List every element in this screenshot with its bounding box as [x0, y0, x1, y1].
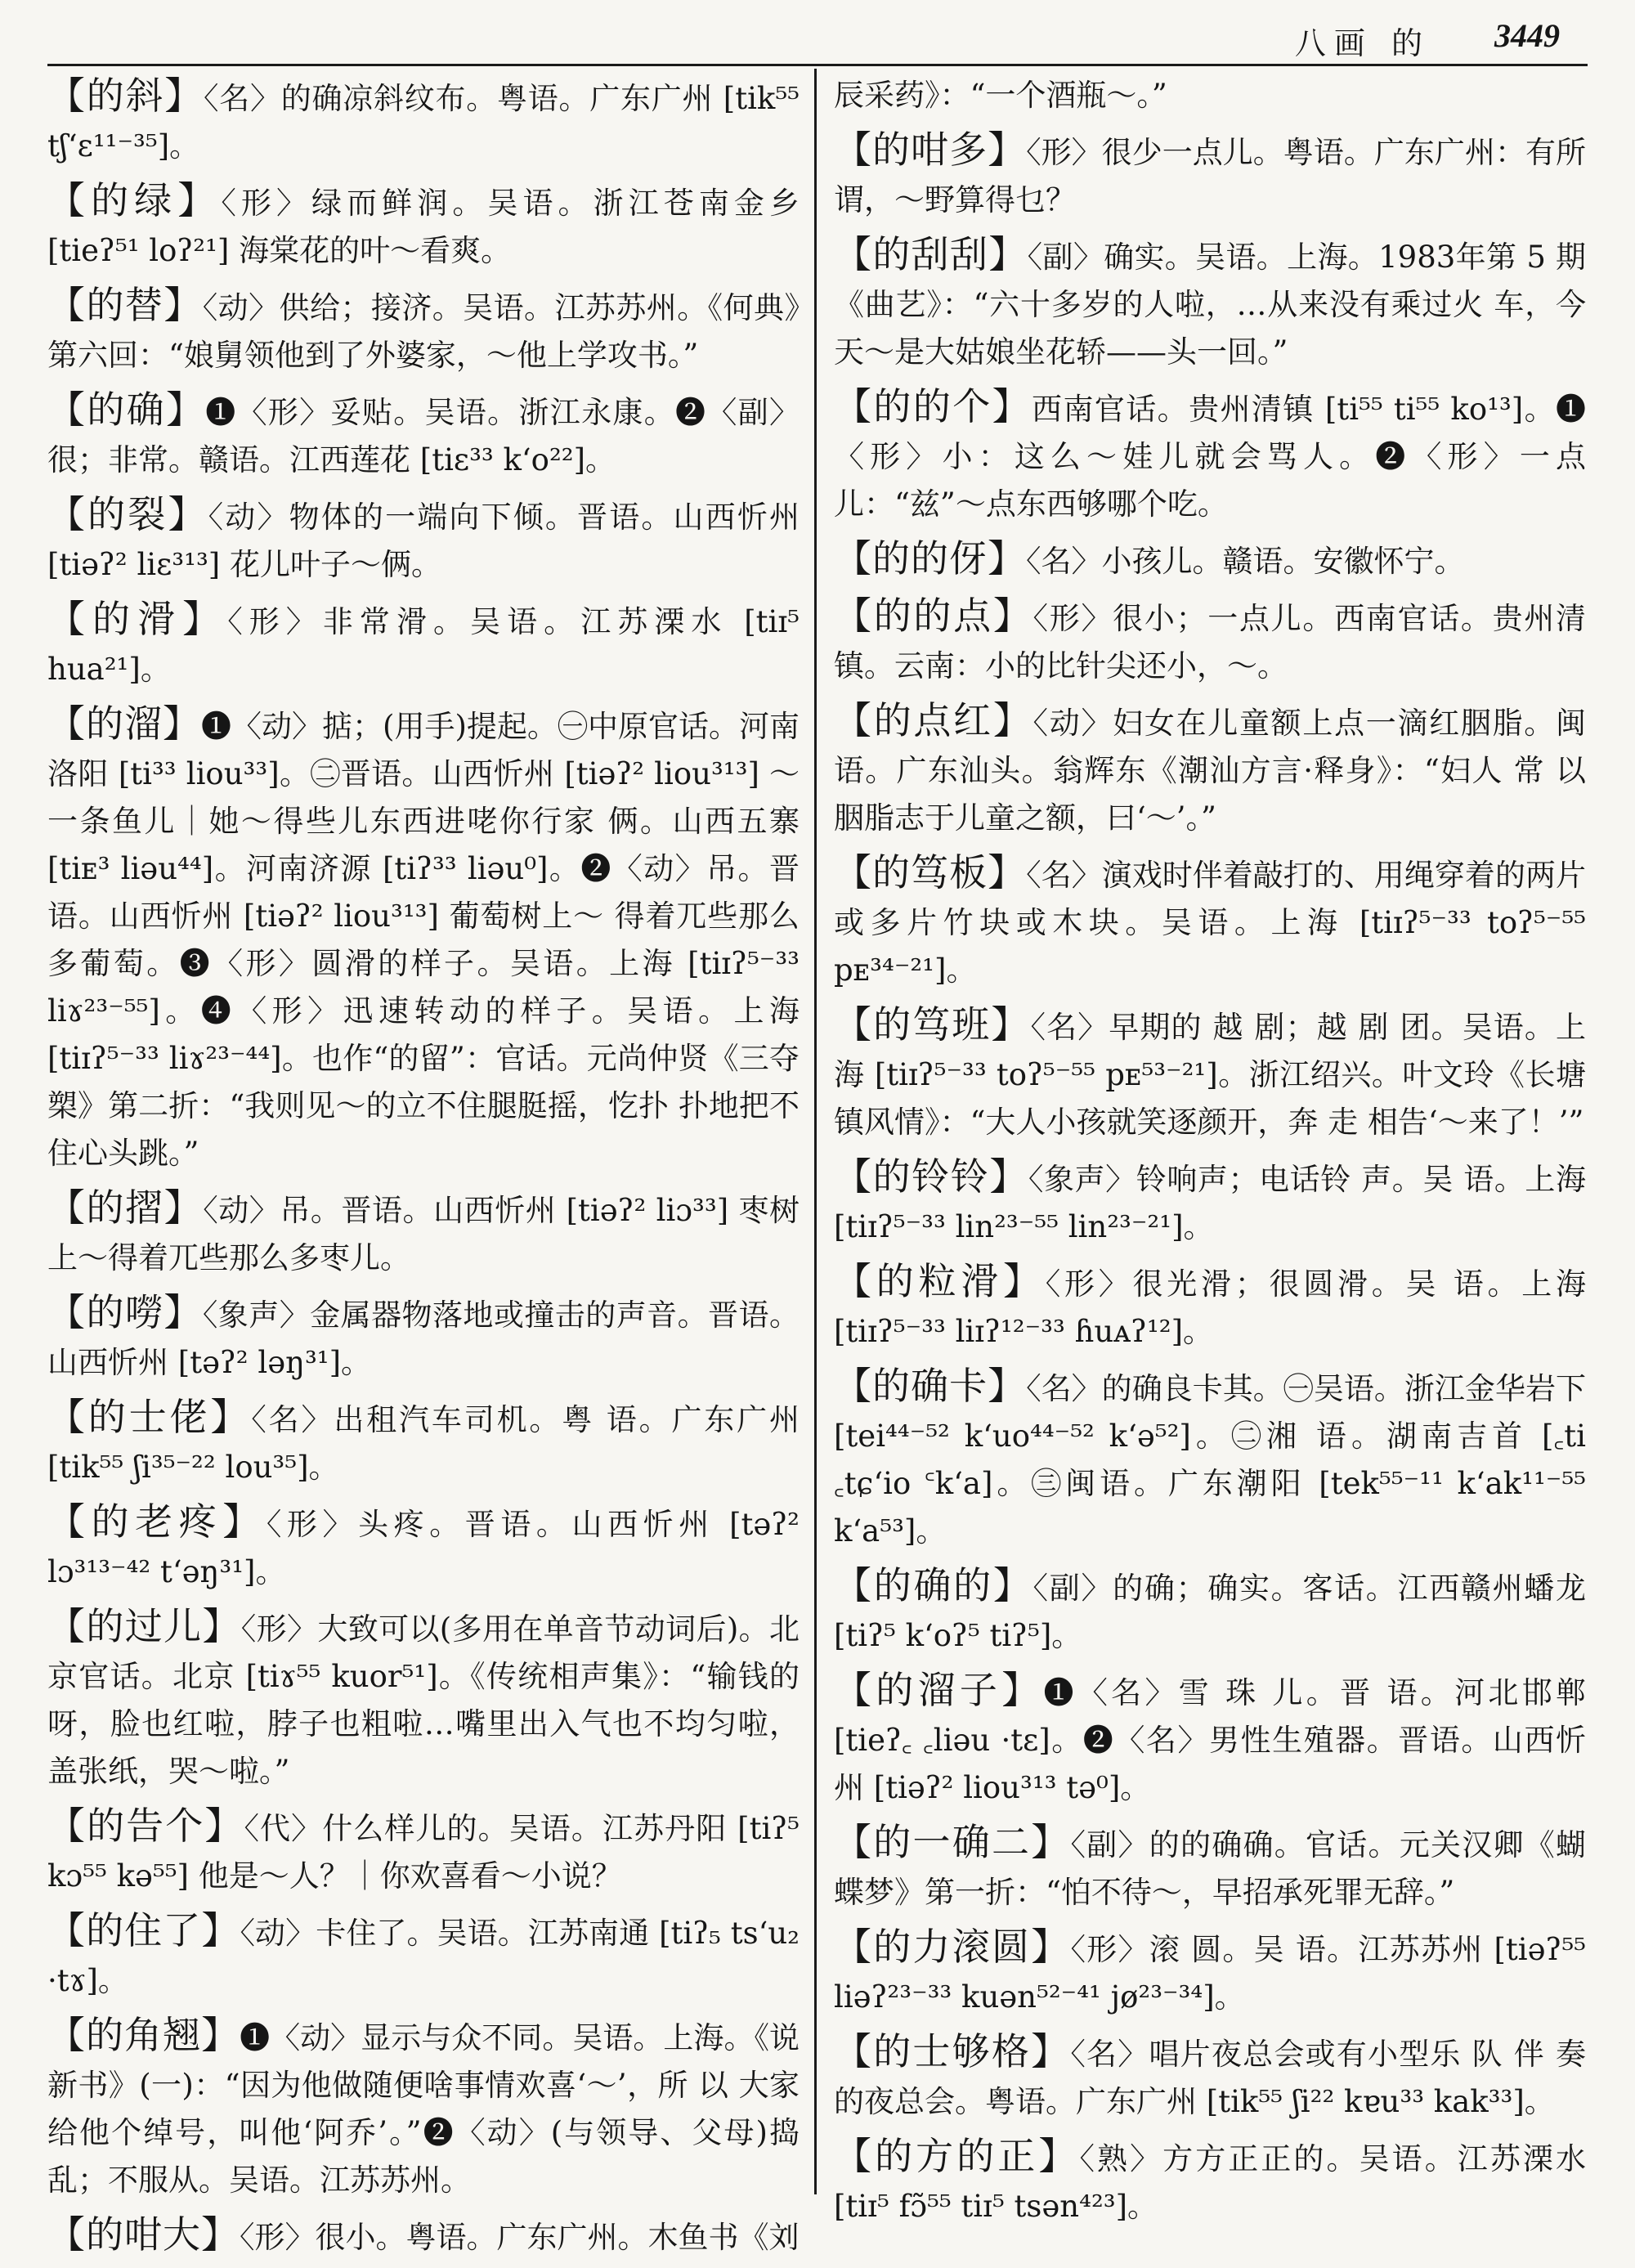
entry-definition: 〈名〉的确良卡其。㊀吴语。浙江金华岩下 [tei⁴⁴⁻⁵² k‘uo⁴⁴⁻⁵² k‘ə⁵²]。㊁湘 语。湖南吉首 [꜀ti ꜀tɕ‘io ꜂k‘a]。㊂闽语。广东潮阳 [tek⁵⁵⁻¹¹ k‘ak¹¹⁻⁵⁵ k‘a⁵³]。 — [834, 1371, 1586, 1549]
entry-definition: 〈名〉的确凉斜纹布。粤语。广东广州 [tik⁵⁵ tʃ‘ɛ¹¹⁻³⁵]。 — [47, 81, 800, 164]
dictionary-entry — [47, 281, 800, 379]
entry-definition: 〈名〉唱片夜总会或有小型乐 队 伴 奏的夜总会。粤语。广东广州 [tik⁵⁵ ʃi²² kɐu³³ kak³³]。 — [834, 2037, 1586, 2119]
entry-definition: 〈形〉很少一点儿。粤语。广东广州：有所谓，～野算得乜？ — [834, 135, 1586, 217]
entry-definition: 〈形〉很小。粤语。广东广州。木鱼书《刘 — [240, 2220, 800, 2255]
dictionary-entry — [47, 595, 800, 693]
entry-headword: 【的绿】 — [47, 178, 222, 222]
dictionary-entry — [834, 592, 1586, 690]
section-title: 八画 的 — [1294, 25, 1431, 61]
entry-headword: 【的确卡】 — [834, 1364, 1027, 1408]
entry-headword: 【的溜子】 — [834, 1668, 1044, 1712]
entry-headword: 【的摺】 — [47, 1186, 204, 1230]
dictionary-entry — [834, 72, 1586, 119]
dictionary-entry — [834, 1362, 1586, 1555]
entry-definition: 〈象声〉铃响声；电话铃 声。吴 语。上海 [tiɪʔ⁵⁻³³ lin²³⁻⁵⁵ lin²³⁻²¹]。 — [834, 1162, 1587, 1244]
entry-definition: 〈动〉卡住了。吴语。江苏南通 [tiʔ₅ ts‘u₂ ·tɤ]。 — [47, 1916, 800, 1998]
entry-headword: 【的刮刮】 — [834, 232, 1028, 276]
entry-headword: 【的嘮】 — [47, 1290, 203, 1334]
dictionary-entry — [834, 126, 1586, 224]
entry-definition: 辰采药》：“一个酒瓶～。” — [834, 78, 1167, 113]
entry-headword: 【的的个】 — [834, 384, 1033, 428]
entry-definition: ❶〈名〉雪 珠 儿。晋 语。河北邯郸 [tieʔ꜀ ꜀liəu ·tɛ]。❷〈名〉男性生殖器。晋语。山西忻州 [tiəʔ² liou³¹³ tə⁰]。 — [834, 1675, 1586, 1805]
dictionary-entry — [834, 697, 1586, 842]
entry-definition: 〈动〉吊。晋语。山西忻州 [tiəʔ² liɔ³³] 枣树上～得着兀些那么多枣儿。 — [47, 1193, 800, 1275]
dictionary-entry — [834, 1818, 1586, 1916]
dictionary-entry — [834, 535, 1586, 585]
entry-headword: 【的点红】 — [834, 698, 1033, 742]
dictionary-entry — [834, 1666, 1586, 1812]
entry-definition: 〈形〉很光滑；很圆滑。吴 语。上海 [tiɪʔ⁵⁻³³ liɪʔ¹²⁻³³ ɦuᴀʔ¹²]。 — [834, 1266, 1586, 1349]
dictionary-entry — [47, 491, 800, 589]
entry-headword: 【的方的正】 — [834, 2134, 1080, 2178]
entry-definition: 〈动〉妇女在儿童额上点一滴红胭脂。闽语。广东汕头。翁辉东《潮汕方言·释身》：“妇人 常 以胭脂志于儿童之额，曰‘～’。” — [834, 706, 1587, 836]
entry-definition: ❶〈形〉妥贴。吴语。浙江永康。❷〈副〉很；非常。赣语。江西莲花 [tiɛ³³ k‘o²²]。 — [47, 395, 800, 477]
entry-headword: 【的确】 — [47, 388, 206, 432]
entry-headword: 【的老疼】 — [47, 1499, 267, 1544]
entry-definition: 〈名〉演戏时伴着敲打的、用绳穿着的两片或多片竹块或木块。吴语。上海 [tiɪʔ⁵⁻³³ toʔ⁵⁻⁵⁵ pᴇ³⁴⁻²¹]。 — [834, 858, 1586, 988]
entry-headword: 【的铃铃】 — [834, 1154, 1028, 1199]
dictionary-entry — [834, 1562, 1586, 1660]
dictionary-entry — [47, 72, 800, 170]
entry-definition: 西南官话。贵州清镇 [ti⁵⁵ ti⁵⁵ ko¹³]。❶〈形〉小：这么～娃儿就会骂人。❷〈形〉一点儿：“兹”～点东西够哪个吃。 — [834, 392, 1587, 522]
dictionary-entry — [834, 849, 1586, 994]
entry-definition: 〈动〉物体的一端向下倾。晋语。山西忻州 [tiəʔ² liɛ³¹³] 花儿叶子～俩。 — [47, 500, 800, 582]
dictionary-entry — [834, 231, 1586, 376]
dictionary-entry — [47, 2211, 800, 2261]
header-rule — [47, 64, 1588, 66]
dictionary-entry — [47, 2011, 800, 2204]
entry-definition: 〈形〉很小；一点儿。西南官话。贵州清镇。云南：小的比针尖还小，～。 — [834, 601, 1587, 684]
entry-definition: 〈名〉出租汽车司机。粤 语。广东广州 [tik⁵⁵ ʃi³⁵⁻²² lou³⁵]。 — [47, 1402, 800, 1485]
right-column — [834, 72, 1586, 2237]
entry-definition: 〈名〉早期的 越 剧；越 剧 团。吴语。上海 [tiɪʔ⁵⁻³³ toʔ⁵⁻⁵⁵ pᴇ⁵³⁻²¹]。浙江绍兴。叶文玲《长塘镇风情》：“大人小孩就笑逐颜开，奔 走 相告‘～来了！’” — [834, 1010, 1587, 1140]
entry-definition: ❶〈动〉显示与众不同。吴语。上海。《说新书》(一)：“因为他做随便啥事情欢喜‘～’，所 以 大家给他个绰号，叫他‘阿乔’。”❷〈动〉(与领导、父母)捣乱；不服从。吴语。江苏苏州。 — [47, 2020, 800, 2198]
entry-headword: 【的裂】 — [47, 492, 208, 536]
entry-definition: 〈形〉绿而鲜润。吴语。浙江苍南金乡 [tieʔ⁵¹ loʔ²¹] 海棠花的叶～看爽。 — [47, 186, 800, 268]
entry-headword: 【的住了】 — [47, 1908, 240, 1952]
dictionary-entry — [834, 383, 1586, 528]
entry-definition: 〈形〉非常滑。吴语。江苏溧水 [tiɪ⁵ hua²¹]。 — [47, 604, 800, 687]
entry-definition: 〈形〉头疼。晋语。山西忻州 [təʔ² lɔ³¹³⁻⁴² t‘əŋ³¹]。 — [47, 1507, 800, 1589]
entry-definition: 〈副〉的的确确。官话。元关汉卿《蝴蝶梦》第一折：“怕不待～，早招承死罪无辞。” — [834, 1827, 1586, 1910]
entry-definition: 〈副〉确实。吴语。上海。1983年第 5 期《曲艺》：“六十多岁的人啦，…从来没有乘过火 车，今天～是大姑娘坐花轿——头一回。” — [834, 240, 1586, 370]
entry-headword: 【的一确二】 — [834, 1820, 1071, 1864]
entry-headword: 【的确的】 — [834, 1563, 1033, 1607]
entry-headword: 【的粒滑】 — [834, 1259, 1046, 1303]
dictionary-entry — [47, 1802, 800, 1900]
entry-headword: 【的告个】 — [47, 1804, 244, 1848]
entry-definition: ❶〈动〉掂；(用手)提起。㊀中原官话。河南洛阳 [ti³³ liou³³]。㊁晋语。山西忻州 [tiəʔ² liou³¹³] ～一条鱼儿｜她～得些儿东西进咾你行家 俩。山西五寨 [tiᴇ³ liəu⁴⁴]。河南济源 [tiʔ³³ liəu⁰]。❷〈动〉吊。晋语。山西忻州 [tiəʔ² liou³¹³] 葡萄树上～ 得着兀些那么多葡萄。❸〈形〉圆滑的样子。吴语。上海 [tiɪʔ⁵⁻³³ liɤ²³⁻⁵⁵]。❹〈形〉迅速转动的样子。吴语。上海 [tiɪʔ⁵⁻³³ liɤ²³⁻⁴⁴]。也作“的留”：官话。元尚仲贤《三夺槊》第二折：“我则见～的立不住腿脡摇，忔扑 扑地把不住心头跳。” — [47, 709, 800, 1171]
entry-headword: 【的溜】 — [47, 701, 202, 746]
dictionary-entry — [834, 1001, 1586, 1146]
left-column — [47, 72, 800, 2268]
entry-headword: 【的笃板】 — [834, 850, 1027, 894]
entry-headword: 【的角翘】 — [47, 2013, 240, 2057]
entry-headword: 【的的点】 — [834, 594, 1033, 638]
dictionary-entry — [47, 386, 800, 484]
dictionary-entry — [47, 700, 800, 1177]
entry-headword: 【的力滚圆】 — [834, 1925, 1071, 1969]
dictionary-entry — [47, 1498, 800, 1596]
column-divider — [814, 69, 817, 2194]
entry-headword: 【的士佬】 — [47, 1395, 252, 1439]
dictionary-entry — [47, 177, 800, 275]
entry-definition: 〈动〉供给；接济。吴语。江苏苏州。《何典》第六回：“娘舅领他到了外婆家，～他上学攻书。” — [47, 290, 800, 373]
dictionary-entry — [834, 2132, 1586, 2230]
dictionary-entry — [834, 1257, 1586, 1356]
dictionary-entry — [47, 1289, 800, 1387]
dictionary-entry — [834, 2028, 1586, 2126]
page-header — [0, 0, 1635, 64]
entry-headword: 【的咁多】 — [834, 128, 1027, 172]
dictionary-entry — [47, 1184, 800, 1282]
entry-headword: 【的咁大】 — [47, 2212, 240, 2257]
dictionary-entry — [47, 1602, 800, 1795]
dictionary-entry — [834, 1923, 1586, 2021]
page-number: 3449 — [1494, 17, 1560, 54]
dictionary-entry — [834, 1153, 1586, 1251]
entry-definition: 〈副〉的确；确实。客话。江西赣州蟠龙 [tiʔ⁵ k‘oʔ⁵ tiʔ⁵]。 — [834, 1571, 1587, 1653]
entry-headword: 【的的伢】 — [834, 536, 1026, 580]
dictionary-entry — [47, 1393, 800, 1491]
entry-headword: 【的滑】 — [47, 597, 228, 641]
entry-headword: 【的斜】 — [47, 74, 204, 118]
entry-headword: 【的笃班】 — [834, 1002, 1031, 1047]
entry-definition: 〈代〉什么样儿的。吴语。江苏丹阳 [tiʔ⁵ kɔ⁵⁵ kə⁵⁵] 他是～人？｜你欢喜看～小说？ — [47, 1811, 800, 1894]
entry-headword: 【的替】 — [47, 283, 203, 327]
entry-headword: 【的过儿】 — [47, 1604, 241, 1648]
entry-definition: 〈熟〉方方正正的。吴语。江苏溧水 [tiɪ⁵ fɔ̃⁵⁵ tiɪ⁵ tsən⁴²³]。 — [834, 2141, 1587, 2224]
entry-headword: 【的士够格】 — [834, 2029, 1071, 2073]
entry-definition: 〈象声〉金属器物落地或撞击的声音。晋语。山西忻州 [təʔ² ləŋ³¹]。 — [47, 1298, 800, 1380]
entry-definition: 〈形〉滚 圆。吴 语。江苏苏州 [tiəʔ⁵⁵ liəʔ²³⁻³³ kuən⁵²⁻⁴¹ jø²³⁻³⁴]。 — [834, 1932, 1586, 2015]
entry-definition: 〈名〉小孩儿。赣语。安徽怀宁。 — [1026, 544, 1465, 579]
entry-definition: 〈形〉大致可以(多用在单音节动词后)。北京官话。北京 [tiɤ⁵⁵ kuor⁵¹]。《传统相声集》：“输钱的呀，脸也红啦，脖子也粗啦…嘴里出入气也不均匀啦，盖张纸，哭～啦。” — [47, 1611, 800, 1789]
dictionary-entry — [47, 1907, 800, 2005]
